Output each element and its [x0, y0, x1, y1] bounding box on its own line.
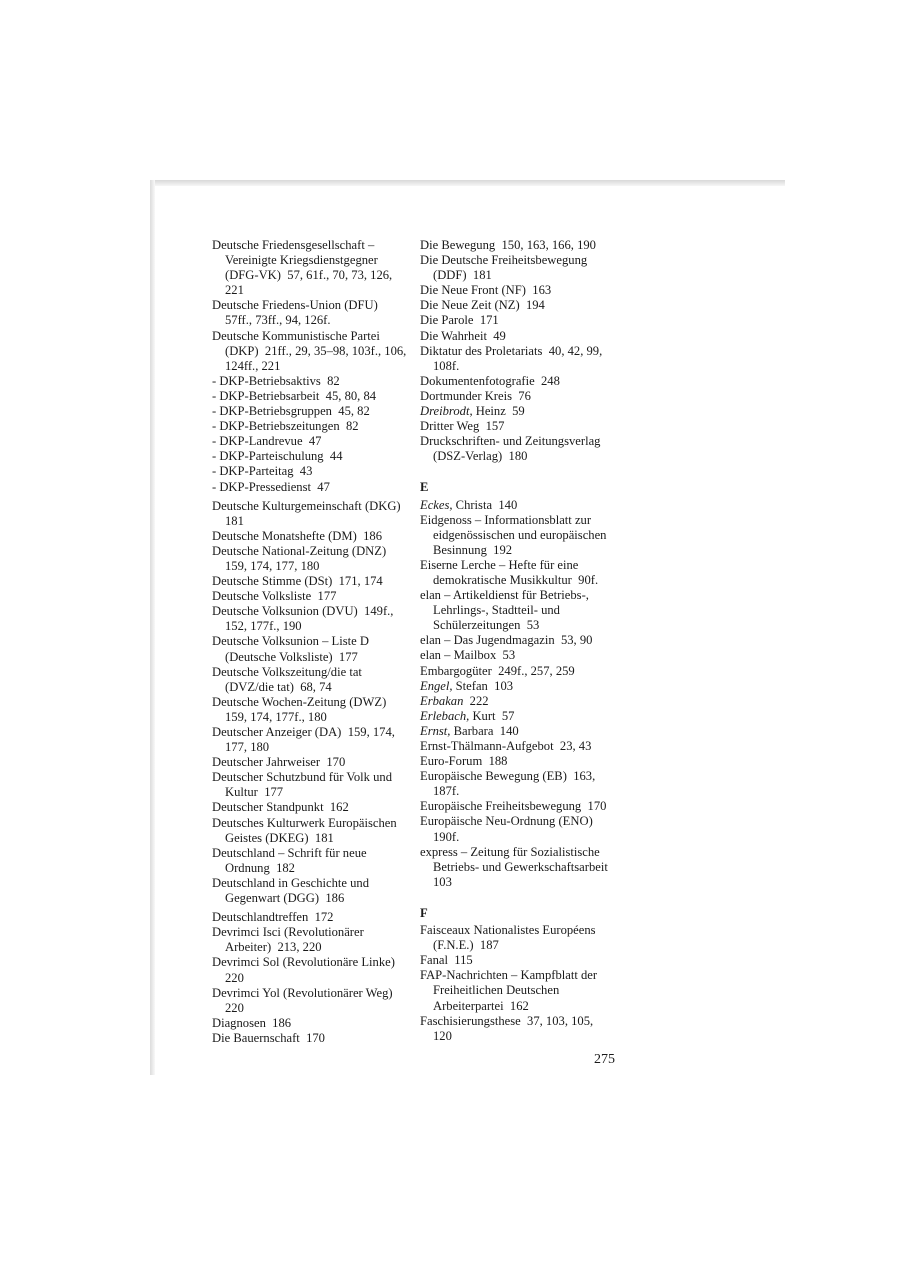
index-term: Erbakan — [420, 693, 464, 708]
index-term: - DKP-Betriebsgruppen — [212, 404, 332, 419]
index-pages: 53 — [502, 648, 516, 663]
index-pages: 103 — [433, 874, 452, 889]
index-entry — [212, 1031, 407, 1046]
index-term-rest: Christa — [452, 497, 493, 512]
index-entry — [212, 574, 407, 589]
index-pages: 157 — [485, 419, 505, 434]
index-term: Druckschriften- und Zeitungsverlag (DSZ-Verlag) — [420, 434, 601, 464]
index-entry — [212, 910, 407, 925]
index-pages: 220 — [225, 970, 244, 985]
index-entry — [212, 374, 407, 389]
index-term: Deutschlandtreffen — [212, 910, 309, 925]
index-pages: 190f. — [433, 829, 460, 844]
index-pages: 45, 80, 84 — [325, 388, 377, 403]
index-term: Europäische Freiheitsbewegung — [420, 799, 582, 814]
index-term: Die Bauernschaft — [212, 1030, 300, 1045]
index-term: Euro-Forum — [420, 754, 483, 769]
scan-edge-left — [150, 180, 155, 1075]
index-pages: 140 — [498, 497, 518, 512]
index-term: Diktatur des Proletariats — [420, 343, 543, 358]
index-term: Deutscher Jahrweiser — [212, 755, 321, 770]
index-term-rest: Barbara — [450, 723, 494, 738]
index-entry — [212, 1016, 407, 1031]
index-pages: 180 — [508, 449, 528, 464]
scan-edge-top — [150, 180, 785, 186]
index-letter-heading: E — [420, 480, 429, 495]
index-pages: 44 — [329, 449, 343, 464]
index-term: - DKP-Betriebsarbeit — [212, 388, 320, 403]
index-entry — [420, 374, 615, 389]
index-term: Dritter Weg — [420, 419, 480, 434]
index-pages: 76 — [518, 388, 531, 403]
index-term: Deutsche Kommunistische Partei (DKP) — [212, 328, 380, 358]
index-entry — [420, 513, 615, 558]
index-term: FAP-Nachrichten – Kampfblatt der Freiheitlichen Deutschen Arbeiterpartei — [420, 968, 598, 1013]
index-term: Deutscher Anzeiger (DA) — [212, 725, 342, 739]
index-pages: 171, 174 — [338, 574, 383, 589]
index-term: Dreibrodt, — [420, 404, 473, 419]
index-letter-heading: F — [420, 905, 428, 920]
index-pages: 181 — [314, 830, 334, 845]
index-term: Deutscher Standpunkt — [212, 800, 324, 815]
index-term-rest: Heinz — [472, 404, 506, 419]
index-term: Diagnosen — [212, 1015, 266, 1030]
index-pages: 49 — [493, 328, 506, 343]
index-pages: 170 — [306, 1030, 325, 1045]
index-term: Europäische Bewegung (EB) — [420, 769, 567, 784]
index-entry — [420, 344, 615, 374]
index-entry — [420, 664, 615, 679]
index-entry — [212, 846, 407, 876]
index-entry — [420, 799, 615, 814]
index-term: Deutsche Volksunion (DVU) — [212, 604, 358, 619]
index-pages: 177 — [264, 785, 284, 800]
index-pages: 37, 103, 105, 120 — [433, 1013, 594, 1043]
index-term: Deutsche Kulturgemeinschaft (DKG) — [212, 498, 401, 513]
index-term: Deutsche Friedens-Union (DFU) — [212, 298, 378, 313]
index-pages: 192 — [493, 542, 513, 557]
index-pages: 82 — [327, 373, 340, 388]
index-entry — [212, 329, 407, 374]
index-entry — [420, 709, 615, 724]
index-entry — [212, 770, 407, 800]
index-entry — [420, 404, 615, 419]
index-entry — [420, 298, 615, 313]
index-entry — [420, 953, 615, 968]
index-entry — [212, 589, 407, 604]
index-term: - DKP-Betriebszeitungen — [212, 419, 340, 434]
index-term: Deutsche Wochen-Zeitung (DWZ) — [212, 694, 387, 709]
index-column-left — [212, 238, 407, 1046]
index-term: Deutsche Stimme (DSt) — [212, 574, 333, 589]
index-pages: 220 — [225, 1000, 244, 1015]
index-term: Dortmunder Kreis — [420, 388, 512, 403]
index-term: Deutschland in Geschichte und Gegenwart (DGG) — [212, 875, 370, 906]
index-entry — [212, 816, 407, 846]
index-entry — [420, 329, 615, 344]
index-term: Eiserne Lerche – Hefte für eine demokratische Musikkultur — [420, 557, 579, 587]
index-entry — [212, 480, 407, 495]
index-term: Die Bewegung — [420, 238, 496, 252]
index-term: - DKP-Parteitag — [212, 464, 294, 479]
index-pages: 82 — [345, 419, 359, 434]
index-term: Deutsches Kulturwerk Europäischen Geistes (DKEG) — [212, 815, 397, 845]
index-pages: 140 — [499, 723, 519, 738]
index-pages: 149f., 152, 177f., 190 — [225, 604, 394, 634]
index-pages: 188 — [488, 754, 508, 769]
index-entry — [212, 404, 407, 419]
index-pages: 162 — [329, 800, 349, 815]
index-entry — [212, 544, 407, 574]
index-entry — [420, 845, 615, 890]
index-pages: 170 — [326, 755, 346, 770]
index-entry — [420, 769, 615, 799]
index-term-rest: Kurt — [469, 708, 496, 723]
index-pages: 159, 174, 177, 180 — [225, 725, 395, 755]
index-term: Embargogüter — [420, 663, 492, 678]
page-number: 275 — [594, 1052, 615, 1067]
index-term: Deutsche Volksliste — [212, 589, 312, 604]
index-term-rest: Stefan — [452, 678, 488, 693]
index-pages: 57, 61f., 70, 73, 126, 221 — [225, 268, 393, 298]
index-pages: 187 — [479, 938, 499, 953]
index-entry — [212, 955, 407, 985]
index-term: Deutsche National-Zeitung (DNZ) — [212, 543, 387, 558]
index-term: Fanal — [420, 953, 448, 968]
index-term: Ernst-Thälmann-Aufgebot — [420, 739, 554, 753]
index-entry — [212, 238, 407, 298]
index-term: - DKP-Betriebsaktivs — [212, 373, 321, 388]
index-pages: 53 — [526, 618, 540, 633]
index-entry — [212, 449, 407, 464]
index-entry — [420, 679, 615, 694]
index-term: - DKP-Parteischulung — [212, 449, 324, 464]
index-entry — [420, 633, 615, 648]
index-entry — [212, 529, 407, 544]
index-entry — [212, 604, 407, 634]
index-pages: 172 — [314, 910, 334, 925]
index-term: Deutschland – Schrift für neue Ordnung — [212, 845, 367, 875]
index-entry — [420, 694, 615, 709]
index-entry — [420, 754, 615, 769]
index-term: Faschisierungsthese — [420, 1013, 521, 1028]
index-entry — [212, 755, 407, 770]
index-entry — [420, 238, 615, 253]
index-entry — [420, 724, 615, 739]
index-column-right — [420, 238, 615, 1044]
index-entry — [212, 725, 407, 755]
index-term: - DKP-Landrevue — [212, 434, 303, 449]
index-pages: 181 — [472, 268, 492, 283]
index-entry — [212, 389, 407, 404]
index-term: Dokumentenfotografie — [420, 373, 535, 388]
index-term: Faisceaux Nationalistes Européens (F.N.E.) — [420, 923, 596, 953]
index-term: Ernst, — [420, 723, 451, 738]
index-term: Europäische Neu-Ordnung (ENO) — [420, 814, 593, 829]
index-pages: 177 — [338, 649, 358, 664]
index-term: - DKP-Pressedienst — [212, 479, 311, 494]
index-term: Erlebach, — [420, 708, 470, 723]
index-pages: 57ff., 73ff., 94, 126f. — [225, 313, 331, 328]
index-term: Deutsche Volkszeitung/die tat (DVZ/die tat) — [212, 664, 362, 694]
index-entry — [212, 665, 407, 695]
index-entry — [212, 434, 407, 449]
index-entry — [212, 464, 407, 479]
index-pages: 170 — [587, 799, 607, 814]
index-term: Die Deutsche Freiheitsbewegung (DDF) — [420, 253, 588, 283]
index-entry — [420, 498, 615, 513]
index-entry — [420, 253, 615, 283]
index-pages: 103 — [494, 678, 514, 693]
index-pages: 162 — [509, 998, 529, 1013]
index-pages: 177 — [317, 589, 337, 604]
index-pages: 182 — [276, 860, 295, 875]
index-pages: 115 — [454, 953, 473, 968]
index-term: Die Neue Zeit (NZ) — [420, 298, 520, 313]
index-entry — [420, 923, 615, 953]
index-pages: 47 — [308, 434, 322, 449]
index-pages: 47 — [317, 479, 330, 494]
index-entry — [420, 283, 615, 298]
index-term: Deutsche Monatshefte (DM) — [212, 528, 357, 543]
index-pages: 150, 163, 166, 190 — [501, 238, 596, 252]
index-entry — [212, 800, 407, 815]
index-pages: 40, 42, 99, 108f. — [433, 343, 603, 373]
index-term: elan – Das Jugendmagazin — [420, 633, 555, 648]
index-pages: 248 — [541, 373, 560, 388]
index-term: elan – Mailbox — [420, 648, 497, 663]
index-pages: 163 — [532, 283, 552, 298]
index-entry — [212, 986, 407, 1016]
index-term: Deutsche Volksunion – Liste D (Deutsche Volksliste) — [212, 634, 369, 664]
index-entry — [420, 968, 615, 1013]
index-entry — [420, 739, 615, 754]
index-entry — [420, 648, 615, 663]
index-entry — [212, 298, 407, 328]
index-entry — [420, 558, 615, 588]
index-entry — [420, 313, 615, 328]
index-pages: 159, 174, 177, 180 — [225, 558, 320, 573]
index-term: Eckes, — [420, 497, 453, 512]
index-entry — [420, 814, 615, 844]
index-pages: 249f., 257, 259 — [498, 663, 575, 678]
index-term: Die Parole — [420, 313, 474, 328]
index-pages: 186 — [272, 1015, 292, 1030]
index-pages: 163, 187f. — [433, 769, 596, 799]
index-term: elan – Artikeldienst für Betriebs-, Lehrlings-, Stadtteil- und Schülerzeitungen — [420, 588, 589, 633]
index-entry — [212, 925, 407, 955]
index-term: Devrimci Sol (Revolutionäre Linke) — [212, 955, 395, 970]
index-term: express – Zeitung für Sozialistische Betriebs- und Gewerkschaftsarbeit — [420, 844, 608, 874]
index-pages: 90f. — [578, 572, 599, 587]
index-entry — [420, 1014, 615, 1044]
index-entry — [420, 434, 615, 464]
index-pages: 59 — [512, 404, 525, 419]
index-entry — [420, 389, 615, 404]
index-pages: 23, 43 — [559, 739, 592, 753]
index-term: Deutscher Schutzbund für Volk und Kultur — [212, 770, 393, 800]
index-term: Deutsche Friedensgesellschaft – Vereinigte Kriegsdienstgegner (DFG-VK) — [212, 238, 378, 283]
index-pages: 171 — [479, 313, 499, 328]
index-pages: 21ff., 29, 35–98, 103f., 106, 124ff., 221 — [225, 343, 407, 373]
index-pages: 213, 220 — [277, 940, 322, 955]
index-pages: 159, 174, 177f., 180 — [225, 709, 327, 724]
index-term: Devrimci Isci (Revolutionärer Arbeiter) — [212, 925, 364, 955]
index-term: Engel, — [420, 678, 453, 693]
index-entry — [212, 634, 407, 664]
index-pages: 186 — [363, 528, 382, 543]
index-entry — [212, 695, 407, 725]
index-entry — [212, 499, 407, 529]
index-pages: 181 — [225, 513, 244, 528]
index-pages: 43 — [299, 464, 313, 479]
index-term: Die Neue Front (NF) — [420, 283, 526, 298]
index-term: Devrimci Yol (Revolutionärer Weg) — [212, 985, 393, 1000]
index-pages: 57 — [501, 708, 515, 723]
index-entry — [212, 876, 407, 906]
index-pages: 45, 82 — [338, 404, 370, 419]
index-entry — [420, 588, 615, 633]
index-pages: 68, 74 — [300, 679, 332, 694]
index-term: Eidgenoss – Informationsblatt zur eidgenössischen und europäischen Besinnung — [420, 512, 607, 557]
index-entry — [212, 419, 407, 434]
index-pages: 194 — [525, 298, 545, 313]
index-pages: 222 — [469, 693, 489, 708]
index-pages: 53, 90 — [560, 633, 593, 648]
index-entry — [420, 419, 615, 434]
index-pages: 186 — [325, 891, 345, 906]
index-term: Die Wahrheit — [420, 328, 487, 343]
